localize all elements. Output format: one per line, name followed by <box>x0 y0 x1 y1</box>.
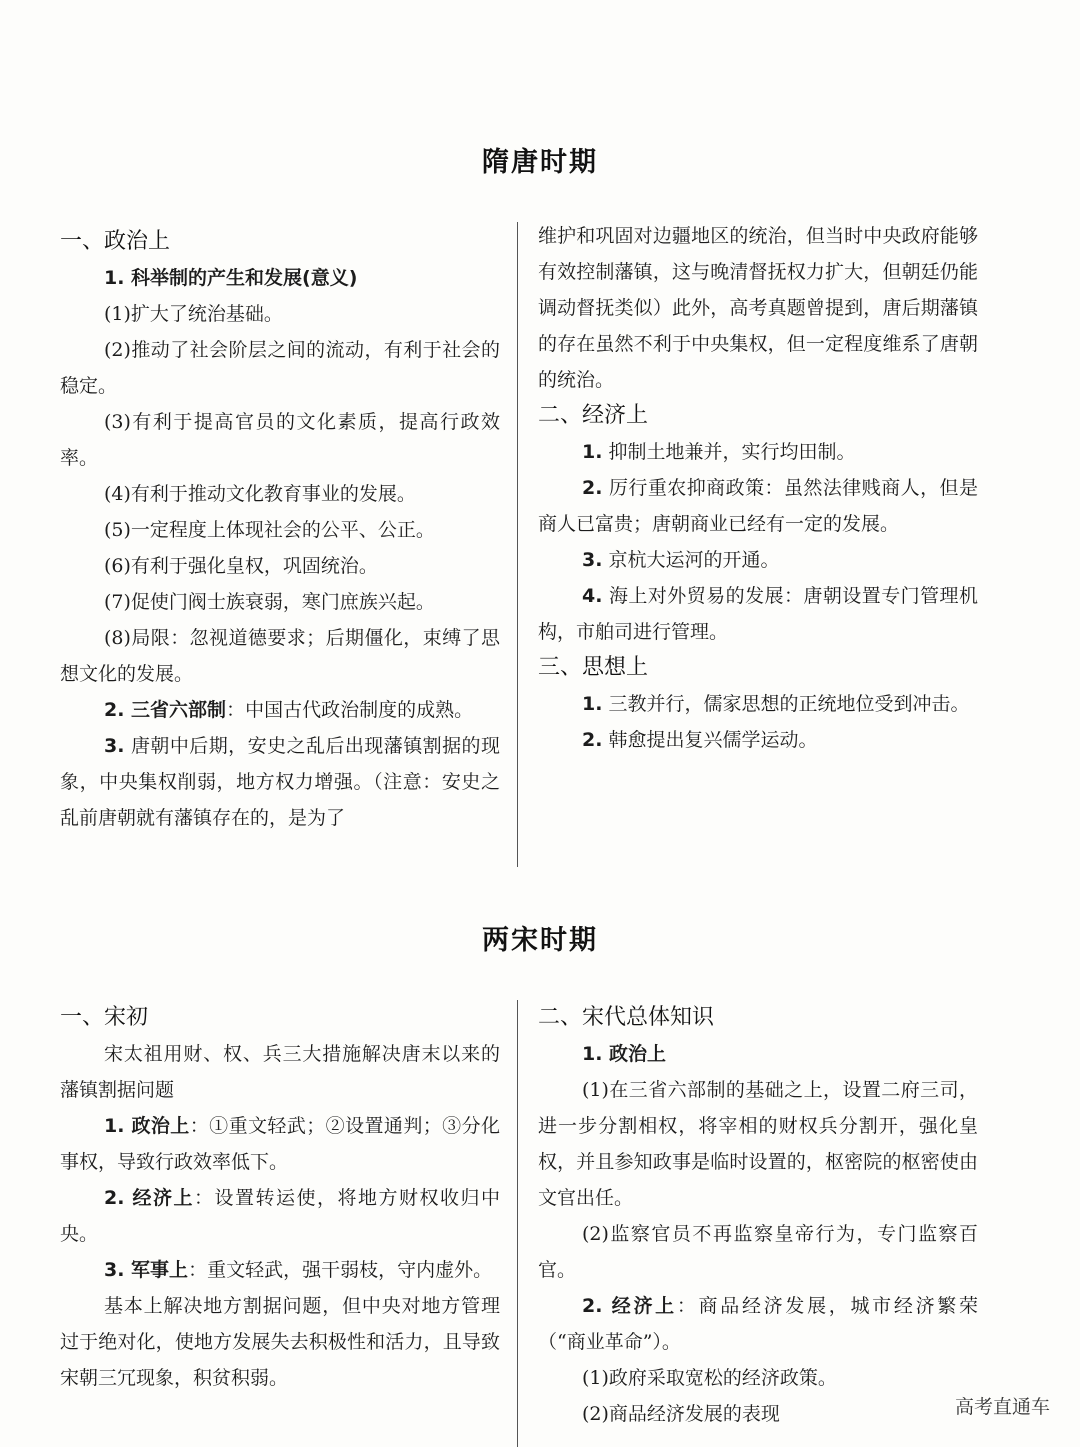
song-politics-title: 1. 政治上 <box>582 1043 667 1065</box>
item-text: ：商品经济发展，城市经济繁荣（“商业革命”）。 <box>538 1295 978 1353</box>
song-politics-point: (1)在三省六部制的基础之上，设置二府三司，进一步分割相权，将宰相的财权兵分割开，强化皇权，并且参知政事是临时设置的，枢密院的枢密使由文官出任。 <box>538 1079 978 1209</box>
item-text: ：中国古代政治制度的成熟。 <box>226 699 474 721</box>
item-label: 3. 军事上 <box>104 1259 189 1281</box>
item-text: ：重文轻武，强干弱枝，守内虚外。 <box>188 1259 493 1281</box>
thought-item <box>538 722 978 758</box>
liang-song-left-column <box>60 1000 500 1396</box>
item-label: 2. <box>582 477 603 499</box>
watermark: 高考直通车 <box>954 1396 1050 1418</box>
keju-point: (5)一定程度上体现社会的公平、公正。 <box>104 519 435 541</box>
heading-economy: 二、经济上 <box>538 403 649 428</box>
keju-point: (2)推动了社会阶层之间的流动，有利于社会的稳定。 <box>60 339 500 397</box>
column-divider <box>517 1000 518 1447</box>
section-title-sui-tang: 隋唐时期 <box>482 147 598 178</box>
item-text: 唐朝中后期，安史之乱后出现藩镇割据的现象，中央集权削弱，地方权力增强。（注意：安史之乱前唐朝就有藩镇存在的，是为了 <box>60 735 500 829</box>
item-text: 海上对外贸易的发展：唐朝设置专门管理机构，市舶司进行管理。 <box>538 585 978 643</box>
item-label: 1. <box>582 693 603 715</box>
item-text: 厉行重农抑商政策：虽然法律贱商人，但是商人已富贵；唐朝商业已经有一定的发展。 <box>538 477 978 535</box>
item-text: 抑制土地兼并，实行均田制。 <box>602 441 856 463</box>
song-intro: 宋太祖用财、权、兵三大措施解决唐末以来的藩镇割据问题 <box>60 1043 500 1101</box>
economy-item <box>538 578 978 650</box>
item-label: 3. <box>104 735 125 757</box>
song-measure <box>60 1108 500 1180</box>
sui-tang-right-column <box>538 218 978 758</box>
column-divider <box>517 222 518 867</box>
liang-song-right-column <box>538 1000 978 1432</box>
song-economy-point: (1)政府采取宽松的经济政策。 <box>582 1367 837 1389</box>
item-label: 3. <box>582 549 603 571</box>
keju-point: (7)促使门阀士族衰弱，寒门庶族兴起。 <box>104 591 435 613</box>
economy-item <box>538 434 978 470</box>
item-text: 三教并行，儒家思想的正统地位受到冲击。 <box>602 693 970 715</box>
item-label: 2. 三省六部制 <box>104 699 227 721</box>
heading-thought: 三、思想上 <box>538 655 649 680</box>
song-politics-point: (2)监察官员不再监察皇帝行为，专门监察百官。 <box>538 1223 978 1281</box>
item-label: 2. <box>582 729 603 751</box>
economy-item <box>538 542 978 578</box>
keju-point: (4)有利于推动文化教育事业的发展。 <box>104 483 416 505</box>
section-title-liang-song: 两宋时期 <box>482 925 598 956</box>
item-fanzhen <box>60 728 500 836</box>
song-economy-point: (2)商品经济发展的表现 <box>582 1403 780 1425</box>
keju-point: (1)扩大了统治基础。 <box>104 303 283 325</box>
keju-point: (8)局限：忽视道德要求；后期僵化，束缚了思想文化的发展。 <box>60 627 500 685</box>
item-label: 2. 经济上 <box>104 1187 195 1209</box>
keju-point: (6)有利于强化皇权，巩固统治。 <box>104 555 378 577</box>
fanzhen-continuation: 维护和巩固对边疆地区的统治，但当时中央政府能够有效控制藩镇，这与晚清督抚权力扩大，但朝廷仍能调动督抚类似）此外，高考真题曾提到，唐后期藩镇的存在虽然不利于中央集权，但一定程度维系了唐朝的统治。 <box>538 225 978 391</box>
song-measure <box>60 1252 500 1288</box>
item-sansheng <box>60 692 500 728</box>
heading-politics: 一、政治上 <box>60 229 171 254</box>
economy-item <box>538 470 978 542</box>
song-measure <box>60 1180 500 1252</box>
item-text: ：①重文轻武；②设置通判；③分化事权，导致行政效率低下。 <box>60 1115 500 1173</box>
item-label: 2. 经济上 <box>582 1295 677 1317</box>
item-label: 4. <box>582 585 603 607</box>
item-keju-title: 1. 科举制的产生和发展(意义) <box>104 267 358 289</box>
sui-tang-left-column <box>60 224 500 836</box>
heading-song-early: 一、宋初 <box>60 1005 149 1030</box>
item-text: 京杭大运河的开通。 <box>602 549 780 571</box>
keju-point: (3)有利于提高官员的文化素质，提高行政效率。 <box>60 411 500 469</box>
item-text: ：设置转运使，将地方财权收归中央。 <box>60 1187 500 1245</box>
song-summary: 基本上解决地方割据问题，但中央对地方管理过于绝对化，使地方发展失去积极性和活力，且导致宋朝三冗现象，积贫积弱。 <box>60 1295 500 1389</box>
item-text: 韩愈提出复兴儒学运动。 <box>602 729 818 751</box>
thought-item <box>538 686 978 722</box>
heading-song-overall: 二、宋代总体知识 <box>538 1005 715 1030</box>
item-label: 1. 政治上 <box>104 1115 190 1137</box>
song-economy <box>538 1288 978 1360</box>
item-label: 1. <box>582 441 603 463</box>
